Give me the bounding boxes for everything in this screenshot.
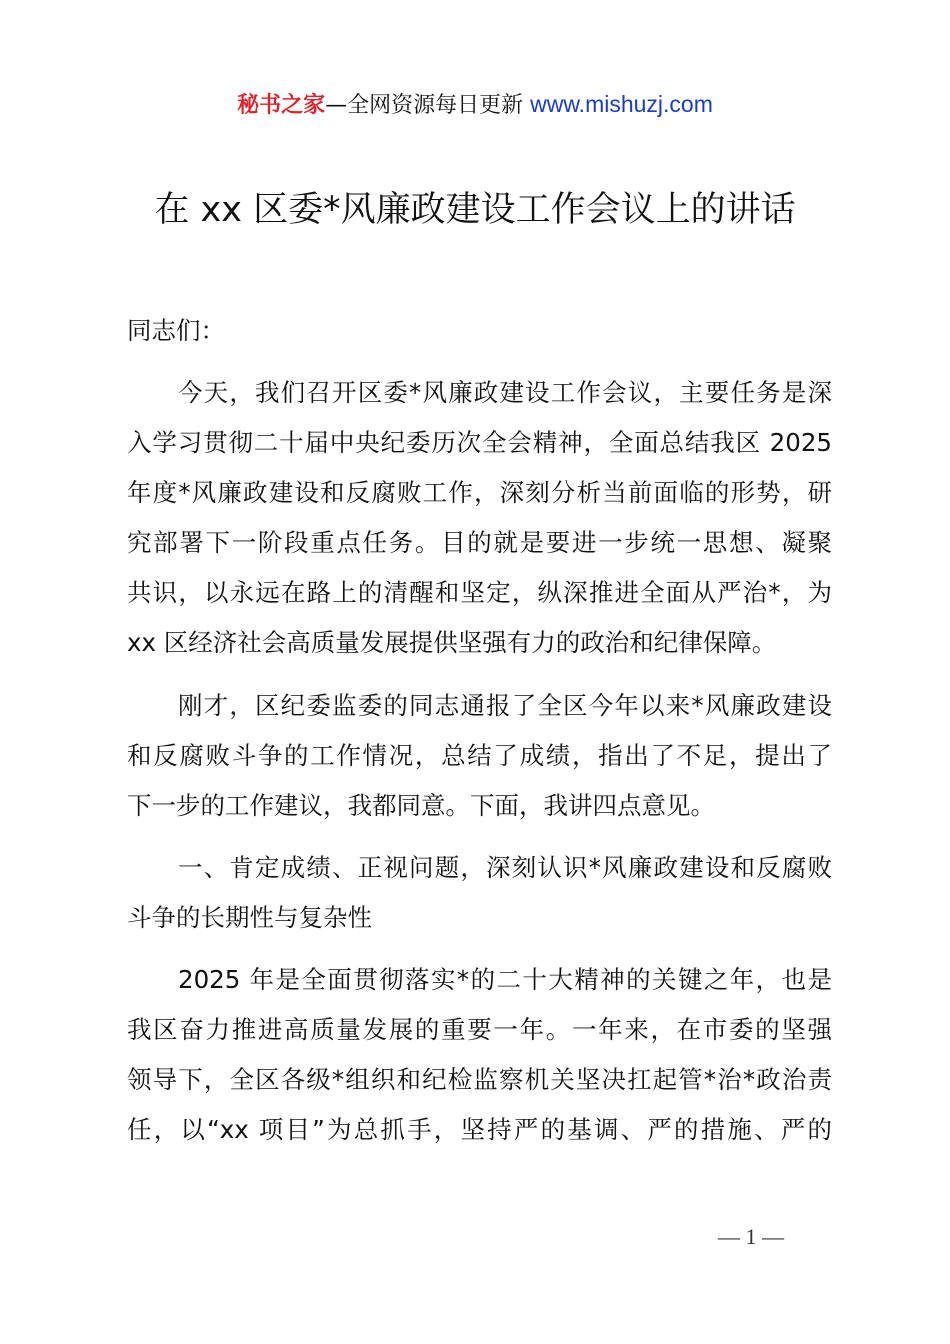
salutation: 同志们：	[127, 316, 225, 345]
site-url-link[interactable]: www.mishuzj.com	[530, 91, 713, 117]
page-number: — 1 —	[718, 1224, 784, 1249]
site-header	[0, 88, 950, 119]
paragraph-line: 究部署下一阶段重点任务。目的就是要进一步统一思想、凝聚	[127, 528, 832, 557]
section-heading-line: 一、肯定成绩、正视问题，深刻认识*风廉政建设和反腐败	[178, 853, 832, 882]
paragraph-line: 年度*风廉政建设和反腐败工作，深刻分析当前面临的形势，研	[127, 478, 832, 507]
paragraph-line: 共识，以永远在路上的清醒和坚定，纵深推进全面从严治*，为	[127, 578, 832, 607]
paragraph-line: 2025 年是全面贯彻落实*的二十大精神的关键之年，也是	[178, 965, 832, 994]
brand-name: 秘书之家	[237, 93, 326, 118]
slogan: —全网资源每日更新	[325, 93, 531, 118]
document-title: 在 xx 区委*风廉政建设工作会议上的讲话	[154, 190, 796, 230]
paragraph-line: 和反腐败斗争的工作情况，总结了成绩，指出了不足，提出了	[127, 741, 832, 770]
paragraph-line: 领导下，全区各级*组织和纪检监察机关坚决扛起管*治*政治责	[127, 1065, 832, 1094]
paragraph-line: xx 区经济社会高质量发展提供坚强有力的政治和纪律保障。	[127, 628, 777, 657]
paragraph-line: 入学习贯彻二十届中央纪委历次全会精神，全面总结我区 2025	[127, 428, 832, 457]
paragraph-line: 任，以“xx 项目”为总抓手，坚持严的基调、严的措施、严的	[127, 1115, 832, 1144]
paragraph-line: 刚才，区纪委监委的同志通报了全区今年以来*风廉政建设	[178, 691, 832, 720]
paragraph-line: 下一步的工作建议，我都同意。下面，我讲四点意见。	[127, 791, 715, 820]
paragraph-line: 我区奋力推进高质量发展的重要一年。一年来，在市委的坚强	[127, 1015, 832, 1044]
paragraph-line: 今天，我们召开区委*风廉政建设工作会议，主要任务是深	[178, 378, 832, 407]
section-heading-line: 斗争的长期性与复杂性	[127, 903, 372, 932]
